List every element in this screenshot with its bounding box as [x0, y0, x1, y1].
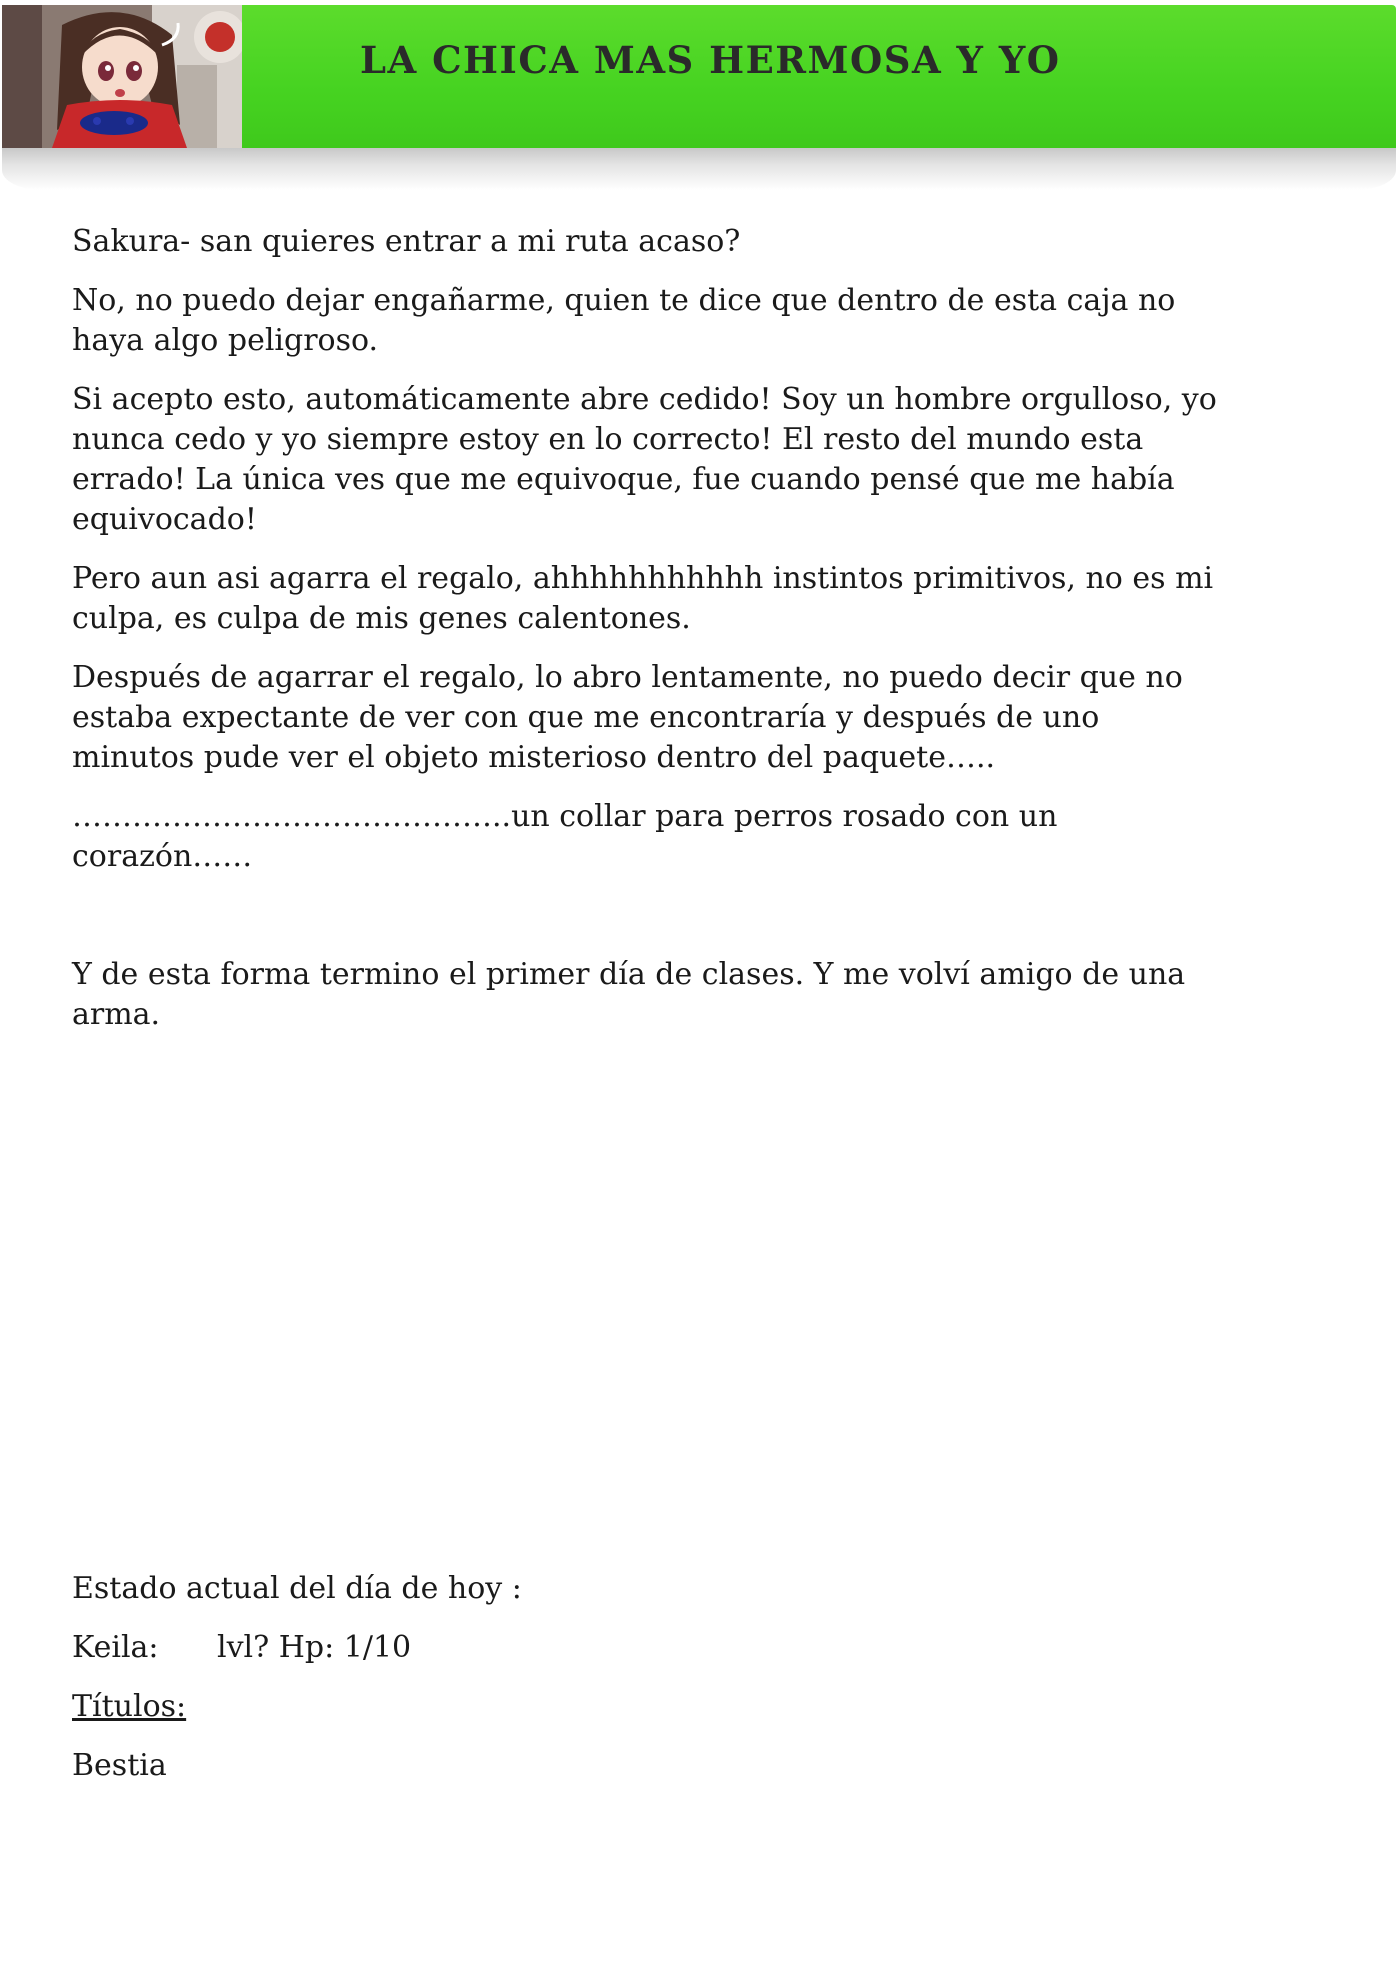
- page-header: [0, 0, 1400, 190]
- character-stats: lvl? Hp: 1/10: [217, 1630, 412, 1665]
- status-section: [72, 1569, 1222, 1805]
- paragraph: No, no puedo dejar engañarme, quien te dice que dentro de esta caja no haya algo peligroso.: [72, 283, 1176, 358]
- paragraph: Después de agarrar el regalo, lo abro lentamente, no puedo decir que no estaba expectante de ver con que me encontraría y después de uno minutos pude ver el objeto misterioso dentro del paquete…..: [72, 660, 1183, 775]
- story-text: [72, 222, 1222, 1054]
- character-name: Keila:: [72, 1630, 159, 1665]
- titles-value: Bestia: [72, 1748, 167, 1783]
- header-shadow: [2, 148, 1396, 190]
- paragraph: Pero aun asi agarra el regalo, ahhhhhhhhhhh instintos primitivos, no es mi culpa, es culpa de mis genes calentones.: [72, 561, 1214, 636]
- anime-girl-illustration: [2, 5, 242, 148]
- paragraph: ……………………………………..un collar para perros rosado con un corazón……: [72, 799, 1058, 874]
- paragraph: Sakura- san quieres entrar a mi ruta acaso?: [72, 224, 741, 259]
- paragraph: Y de esta forma termino el primer día de clases. Y me volví amigo de una arma.: [72, 957, 1186, 1032]
- paragraph: Si acepto esto, automáticamente abre cedido! Soy un hombre orgulloso, yo nunca cedo y yo siempre estoy en lo correcto! El resto del mundo esta errado! La única ves que me equivoque, fue cuando pensé que me había equivocado!: [72, 382, 1217, 537]
- titles-label: Títulos:: [72, 1689, 187, 1724]
- character-status-line: [72, 1628, 1222, 1668]
- status-heading: Estado actual del día de hoy :: [72, 1571, 522, 1606]
- page-title: LA CHICA MAS HERMOSA Y YO: [360, 38, 1061, 82]
